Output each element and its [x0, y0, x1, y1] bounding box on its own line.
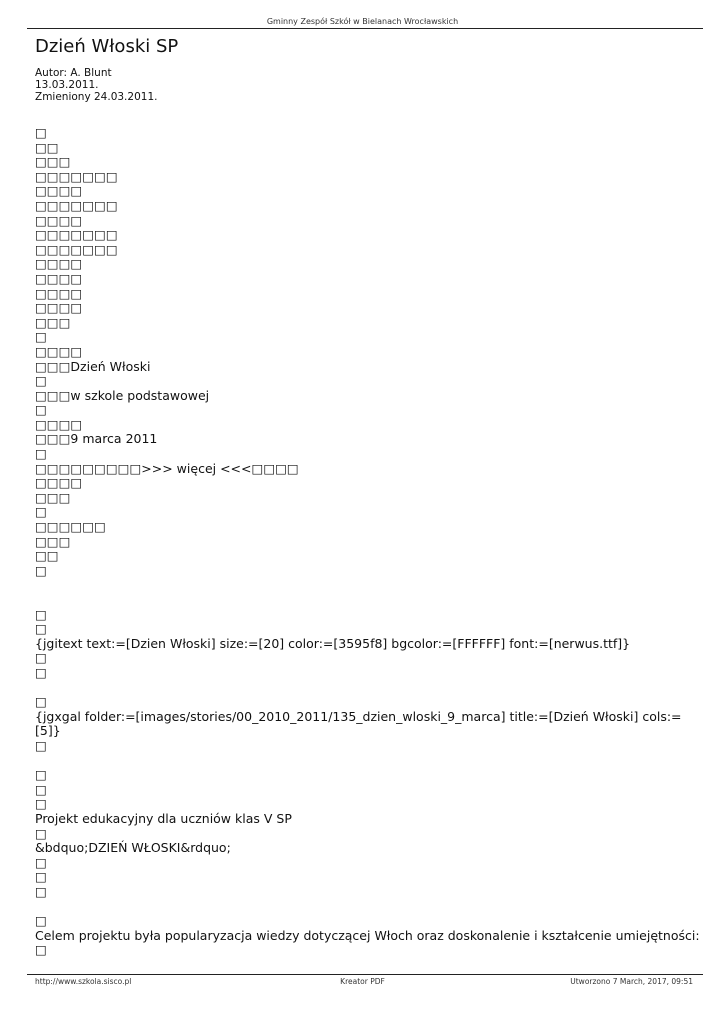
- body-line: □: [35, 606, 47, 622]
- body-line: □□□□□□□□□>>> więcej <<<□□□□: [35, 460, 299, 476]
- body-line: □: [35, 825, 47, 841]
- body-blank-line: [35, 593, 705, 608]
- body-line: □: [35, 781, 47, 797]
- body-line: □: [35, 562, 47, 578]
- body-line: □: [35, 767, 47, 783]
- body-blank-line: [35, 578, 705, 593]
- body-line: □: [35, 329, 47, 345]
- body-line: □□□□: [35, 256, 83, 272]
- body-line: □: [35, 650, 47, 666]
- body-line: □: [35, 796, 47, 812]
- body-blank-line: [35, 754, 705, 769]
- body-line: □□□□: [35, 183, 83, 199]
- body-line: Celem projektu była popularyzacja wiedzy dotyczącej Włoch oraz doskonalenie i kształcenie umiejętności:: [35, 927, 700, 943]
- article-modified-date: Zmieniony 24.03.2011.: [35, 91, 158, 103]
- body-line: □□□□: [35, 212, 83, 228]
- body-line: □□□Dzień Włoski: [35, 358, 151, 374]
- body-line: □□□: [35, 154, 71, 170]
- body-line: □: [35, 854, 47, 870]
- body-line: □: [35, 402, 47, 418]
- header-divider: [27, 28, 703, 29]
- body-line: □□□9 marca 2011: [35, 431, 158, 447]
- body-line: □: [35, 504, 47, 520]
- body-line: □: [35, 694, 47, 710]
- article-meta: [35, 67, 157, 103]
- body-line: □□: [35, 139, 59, 155]
- body-line: □: [35, 883, 47, 899]
- body-line: □□: [35, 548, 59, 564]
- body-line: □: [35, 737, 47, 753]
- body-line: □□□: [35, 533, 71, 549]
- body-line: □□□□□□□: [35, 241, 118, 257]
- body-line: □: [35, 373, 47, 389]
- body-line: □□□□□□□: [35, 227, 118, 243]
- article-author: Autor: A. Blunt: [35, 67, 112, 79]
- article-body: [35, 126, 705, 958]
- body-line: □: [35, 869, 47, 885]
- body-line: □□□□: [35, 416, 83, 432]
- school-name: Gminny Zespół Szkół w Bielanach Wrocławskich: [266, 17, 459, 26]
- body-line: □□□□: [35, 285, 83, 301]
- body-blank-line: [35, 681, 705, 696]
- body-line: □□□□: [35, 270, 83, 286]
- body-line: □: [35, 125, 47, 140]
- body-line: Projekt edukacyjny dla uczniów klas V SP: [35, 810, 292, 826]
- body-line: □□□: [35, 489, 71, 505]
- footer-url: http://www.szkola.sisco.pl: [35, 977, 132, 986]
- body-line: □□□□: [35, 475, 83, 491]
- body-blank-line: [35, 899, 705, 914]
- body-line: {jgxgal folder:=[images/stories/00_2010_2011/135_dzien_wloski_9_marca] title:=[Dzień Włoski] cols:=[5]}: [35, 708, 682, 739]
- footer-generator: Kreator PDF: [340, 977, 385, 986]
- body-line: □: [35, 913, 47, 929]
- article-created-date: 13.03.2011.: [35, 79, 99, 91]
- body-line: □□□□□□□: [35, 197, 118, 213]
- article-title: Dzień Włoski SP: [35, 36, 179, 57]
- body-line: □□□□□□□: [35, 168, 118, 184]
- body-line: □□□□: [35, 343, 83, 359]
- footer-created-at: Utworzono 7 March, 2017, 09:51: [570, 977, 693, 986]
- body-line: □: [35, 446, 47, 462]
- body-line: □□□: [35, 314, 71, 330]
- body-line: □□□w szkole podstawowej: [35, 387, 210, 403]
- body-line: □□□□: [35, 300, 83, 316]
- body-line: {jgitext text:=[Dzien Włoski] size:=[20] color:=[3595f8] bgcolor:=[FFFFFF] font:=[nerwus.ttf]}: [35, 635, 631, 651]
- footer-divider: [27, 974, 703, 975]
- body-line: □: [35, 621, 47, 637]
- body-line: &bdquo;DZIEŃ WŁOSKI&rdquo;: [35, 840, 231, 856]
- body-line: □: [35, 664, 47, 680]
- body-line: □□□□□□: [35, 519, 106, 535]
- body-line: □: [35, 942, 47, 958]
